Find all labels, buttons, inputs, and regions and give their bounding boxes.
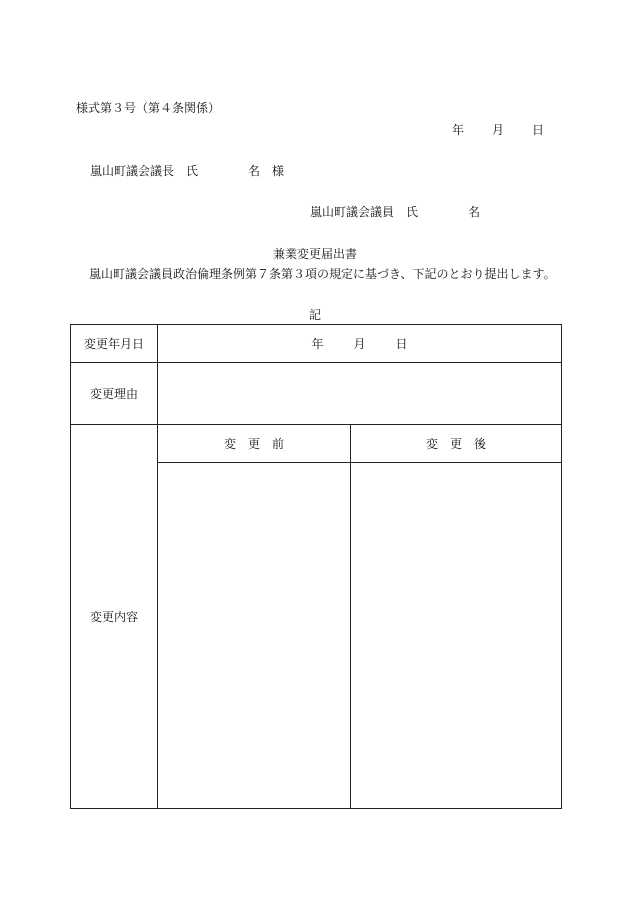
change-form-table <box>70 324 562 809</box>
addressee-name-suffix: 名 様 <box>248 164 285 178</box>
change-reason-label: 変更理由 <box>71 363 158 425</box>
form-number: 様式第３号（第４条関係） <box>76 101 221 115</box>
change-date-label: 変更年月日 <box>71 325 158 363</box>
change-date-day: 日 <box>395 337 408 351</box>
before-change-header: 変 更 前 <box>158 425 351 463</box>
change-content-label: 変更内容 <box>71 425 158 809</box>
after-change-header: 変 更 後 <box>351 425 562 463</box>
ki-marker: 記 <box>308 308 321 322</box>
sender-name-suffix: 名 <box>468 205 481 219</box>
change-date-year: 年 <box>311 337 324 351</box>
change-date-field[interactable] <box>158 325 562 363</box>
before-change-field[interactable] <box>158 463 351 809</box>
change-reason-field[interactable] <box>158 363 562 425</box>
table-row-content-headers <box>71 425 562 463</box>
date-month: 月 <box>492 123 505 137</box>
table-row-change-reason <box>71 363 562 425</box>
table-row-change-date <box>71 325 562 363</box>
after-change-field[interactable] <box>351 463 562 809</box>
date-day: 日 <box>532 123 545 137</box>
date-year: 年 <box>452 123 465 137</box>
addressee-title: 嵐山町議会議長 氏 <box>90 164 199 178</box>
sender-title: 嵐山町議会議員 氏 <box>310 205 419 219</box>
change-date-month: 月 <box>353 337 366 351</box>
sender-line <box>310 204 480 220</box>
addressee-line <box>90 163 284 179</box>
document-body: 嵐山町議会議員政治倫理条例第７条第３項の規定に基づき、下記のとおり提出します。 <box>89 267 556 281</box>
document-title: 兼業変更届出書 <box>272 247 357 261</box>
submission-date <box>452 122 544 138</box>
